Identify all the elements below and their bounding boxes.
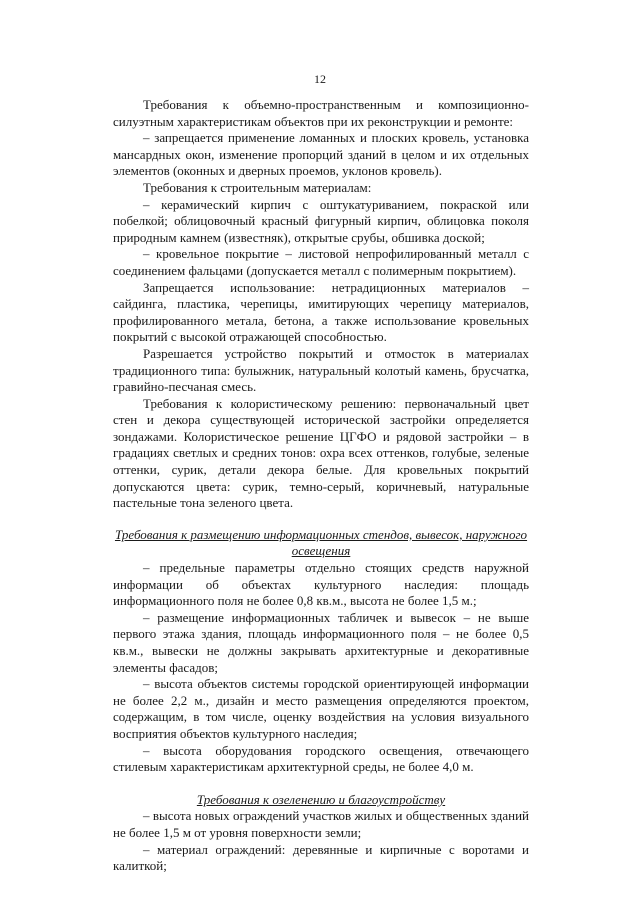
paragraph-materials-heading: Требования к строительным материалам: <box>143 179 372 195</box>
paragraph-orientation-system: – высота объектов системы городской ориентирующей информации не более 2,2 м., дизайн и место размещения определяются проектом, содержащим, в том числе, оценку воздействия на условия визуального восприятия объектов культурного наследия; <box>113 676 529 741</box>
section-heading-landscaping: Требования к озеленению и благоустройству <box>196 791 446 807</box>
paragraph-volume-requirements: Требования к объемно-пространственным и композиционно-силуэтным характеристикам объектов при их реконструкции и ремонте: <box>113 97 529 129</box>
paragraph-brick-materials: – керамический кирпич с оштукатуриванием, покраской или побелкой; облицовочный красный фигурный кирпич, облицовка поколя природным камнем (известняк), открытые срубы, обшивка доской; <box>113 196 529 245</box>
paragraph-standalone-signs: – предельные параметры отдельно стоящих средств наружной информации об объектах культурного наследия: площадь информационного поля не более 0,8 кв.м., высота не более 1,5 м.; <box>113 560 529 609</box>
document-body <box>113 97 529 875</box>
paragraph-color-requirements: Требования к колористическому решению: первоначальный цвет стен и декора существующей исторической застройки определяется зондажами. Колористическое решение ЦГФО и рядовой застройки – в градациях светлых и средних тонов: охра всех оттенков, голубые, зеленые оттенки, сурик, детали декора белые. Для кровельных покрытий допускаются цвета: сурик, темно-серый, коричневый, натуральные пастельные тона зеленого цвета. <box>113 395 529 511</box>
paragraph-prohibited-materials: Запрещается использование: нетрадиционных материалов – сайдинга, пластика, черепицы, имитирующих черепицу материалов, профилированного метала, бетона, а также использование кровельных покрытий с высокой отражающей способностью. <box>113 279 529 345</box>
paragraph-permitted-paving: Разрешается устройство покрытий и отмосток в материалах традиционного типа: булыжник, натуральный колотый камень, брусчатка, гравийно-песчаная смесь. <box>113 345 529 395</box>
paragraph-fence-height: – высота новых ограждений участков жилых и общественных зданий не более 1,5 м от уровня поверхности земли; <box>113 808 529 840</box>
section-heading-signage: Требования к размещению информационных стендов, вывесок, наружного освещения <box>114 526 528 559</box>
paragraph-street-lighting: – высота оборудования городского освещения, отвечающего стилевым характеристикам архитектурной среды, не более 4,0 м. <box>113 742 529 775</box>
paragraph-plaques-signboards: – размещение информационных табличек и вывесок – не выше первого этажа здания, площадь информационного поля – не более 0,5 кв.м., вывески не должны закрывать архитектурные и декоративные элементы фасадов; <box>113 609 529 675</box>
paragraph-fence-material: – материал ограждений: деревянные и кирпичные с воротами и калиткой; <box>113 841 529 874</box>
page-number: 12 <box>314 72 326 86</box>
paragraph-roof-restrictions: – запрещается применение ломанных и плоских кровель, установка мансардных окон, изменение пропорций зданий в целом и их отдельных элементов (оконных и дверных проемов, уклонов кровель). <box>113 130 529 179</box>
paragraph-roof-covering: – кровельное покрытие – листовой непрофилированный металл с соединением фальцами (допускается металл с полимерным покрытием). <box>113 246 529 278</box>
